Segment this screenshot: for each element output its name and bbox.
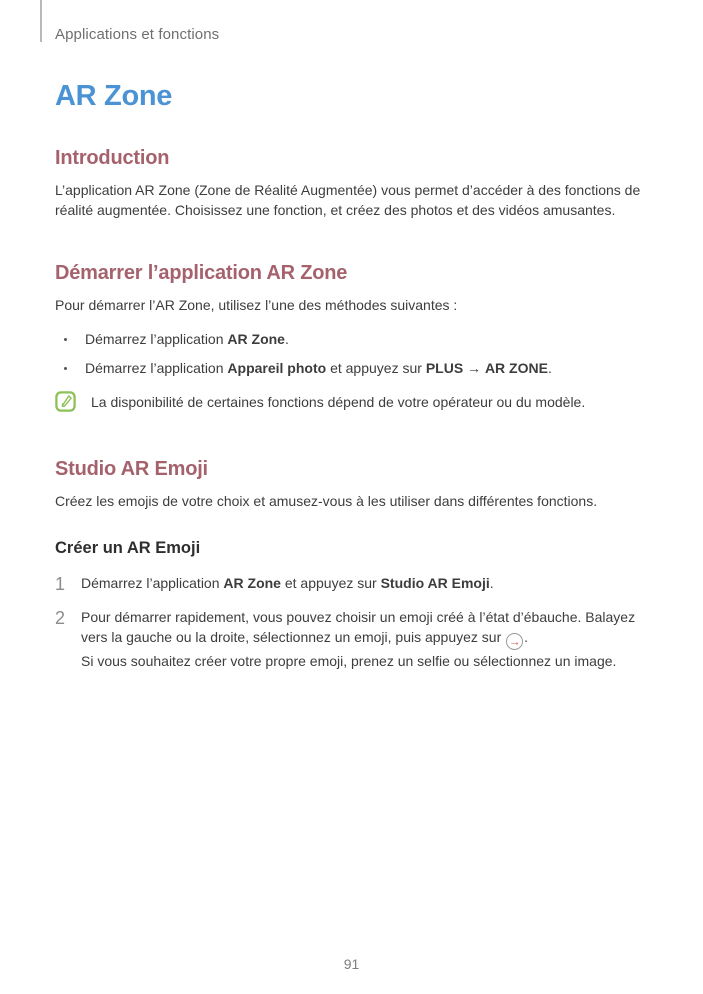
bullet-dot-icon	[64, 338, 67, 341]
introduction-body: L’application AR Zone (Zone de Réalité Augmentée) vous permet d’accéder à des fonctions de réalité augmentée. Choisissez une fonction, et créez des photos et des vidéos amusantes.	[55, 182, 641, 218]
list-item	[55, 359, 649, 379]
page-content	[55, 0, 649, 687]
sub-heading-create-ar-emoji: Créer un AR Emoji	[55, 538, 201, 557]
step-text: Démarrez l’application AR Zone et appuyez sur Studio AR Emoji.	[81, 574, 494, 591]
page-number: 91	[343, 956, 360, 972]
step-number: 2	[55, 608, 66, 628]
step-text-secondary: Si vous souhaitez créer votre propre emoji, prenez un selfie ou sélectionnez un image.	[81, 653, 617, 669]
pencil-note-icon	[55, 391, 76, 412]
create-emoji-steps	[55, 574, 649, 674]
step-number: 1	[55, 573, 66, 594]
section-heading-introduction: Introduction	[55, 147, 170, 169]
start-methods-list	[55, 330, 649, 379]
header-divider	[40, 0, 42, 42]
chapter-breadcrumb: Applications et fonctions	[55, 26, 220, 43]
list-item-text: Démarrez l’application Appareil photo et appuyez sur PLUS → AR ZONE.	[85, 360, 552, 376]
step-text: Pour démarrer rapidement, vous pouvez choisir un emoji créé à l’état d’ébauche. Balayez vers la gauche ou la droite, sélectionnez un emoji, puis appuyez sur → .	[81, 609, 636, 648]
note-text: La disponibilité de certaines fonctions dépend de votre opérateur ou du modèle.	[91, 393, 586, 410]
step-item	[55, 574, 649, 596]
step-item	[55, 608, 649, 674]
page-title: AR Zone	[55, 80, 173, 112]
start-intro-text: Pour démarrer l’AR Zone, utilisez l’une des méthodes suivantes :	[55, 297, 458, 313]
studio-body: Créez les emojis de votre choix et amusez-vous à les utiliser dans différentes fonctions.	[55, 493, 598, 509]
list-item	[55, 330, 649, 350]
step-body	[81, 608, 649, 674]
section-heading-studio-ar-emoji: Studio AR Emoji	[55, 458, 208, 480]
bullet-dot-icon	[64, 367, 67, 370]
step-body	[81, 574, 649, 596]
list-item-text: Démarrez l’application AR Zone.	[85, 330, 289, 347]
section-heading-start-ar-zone: Démarrer l’application AR Zone	[55, 262, 348, 284]
next-arrow-icon: →	[506, 633, 523, 650]
note-callout	[55, 391, 649, 413]
